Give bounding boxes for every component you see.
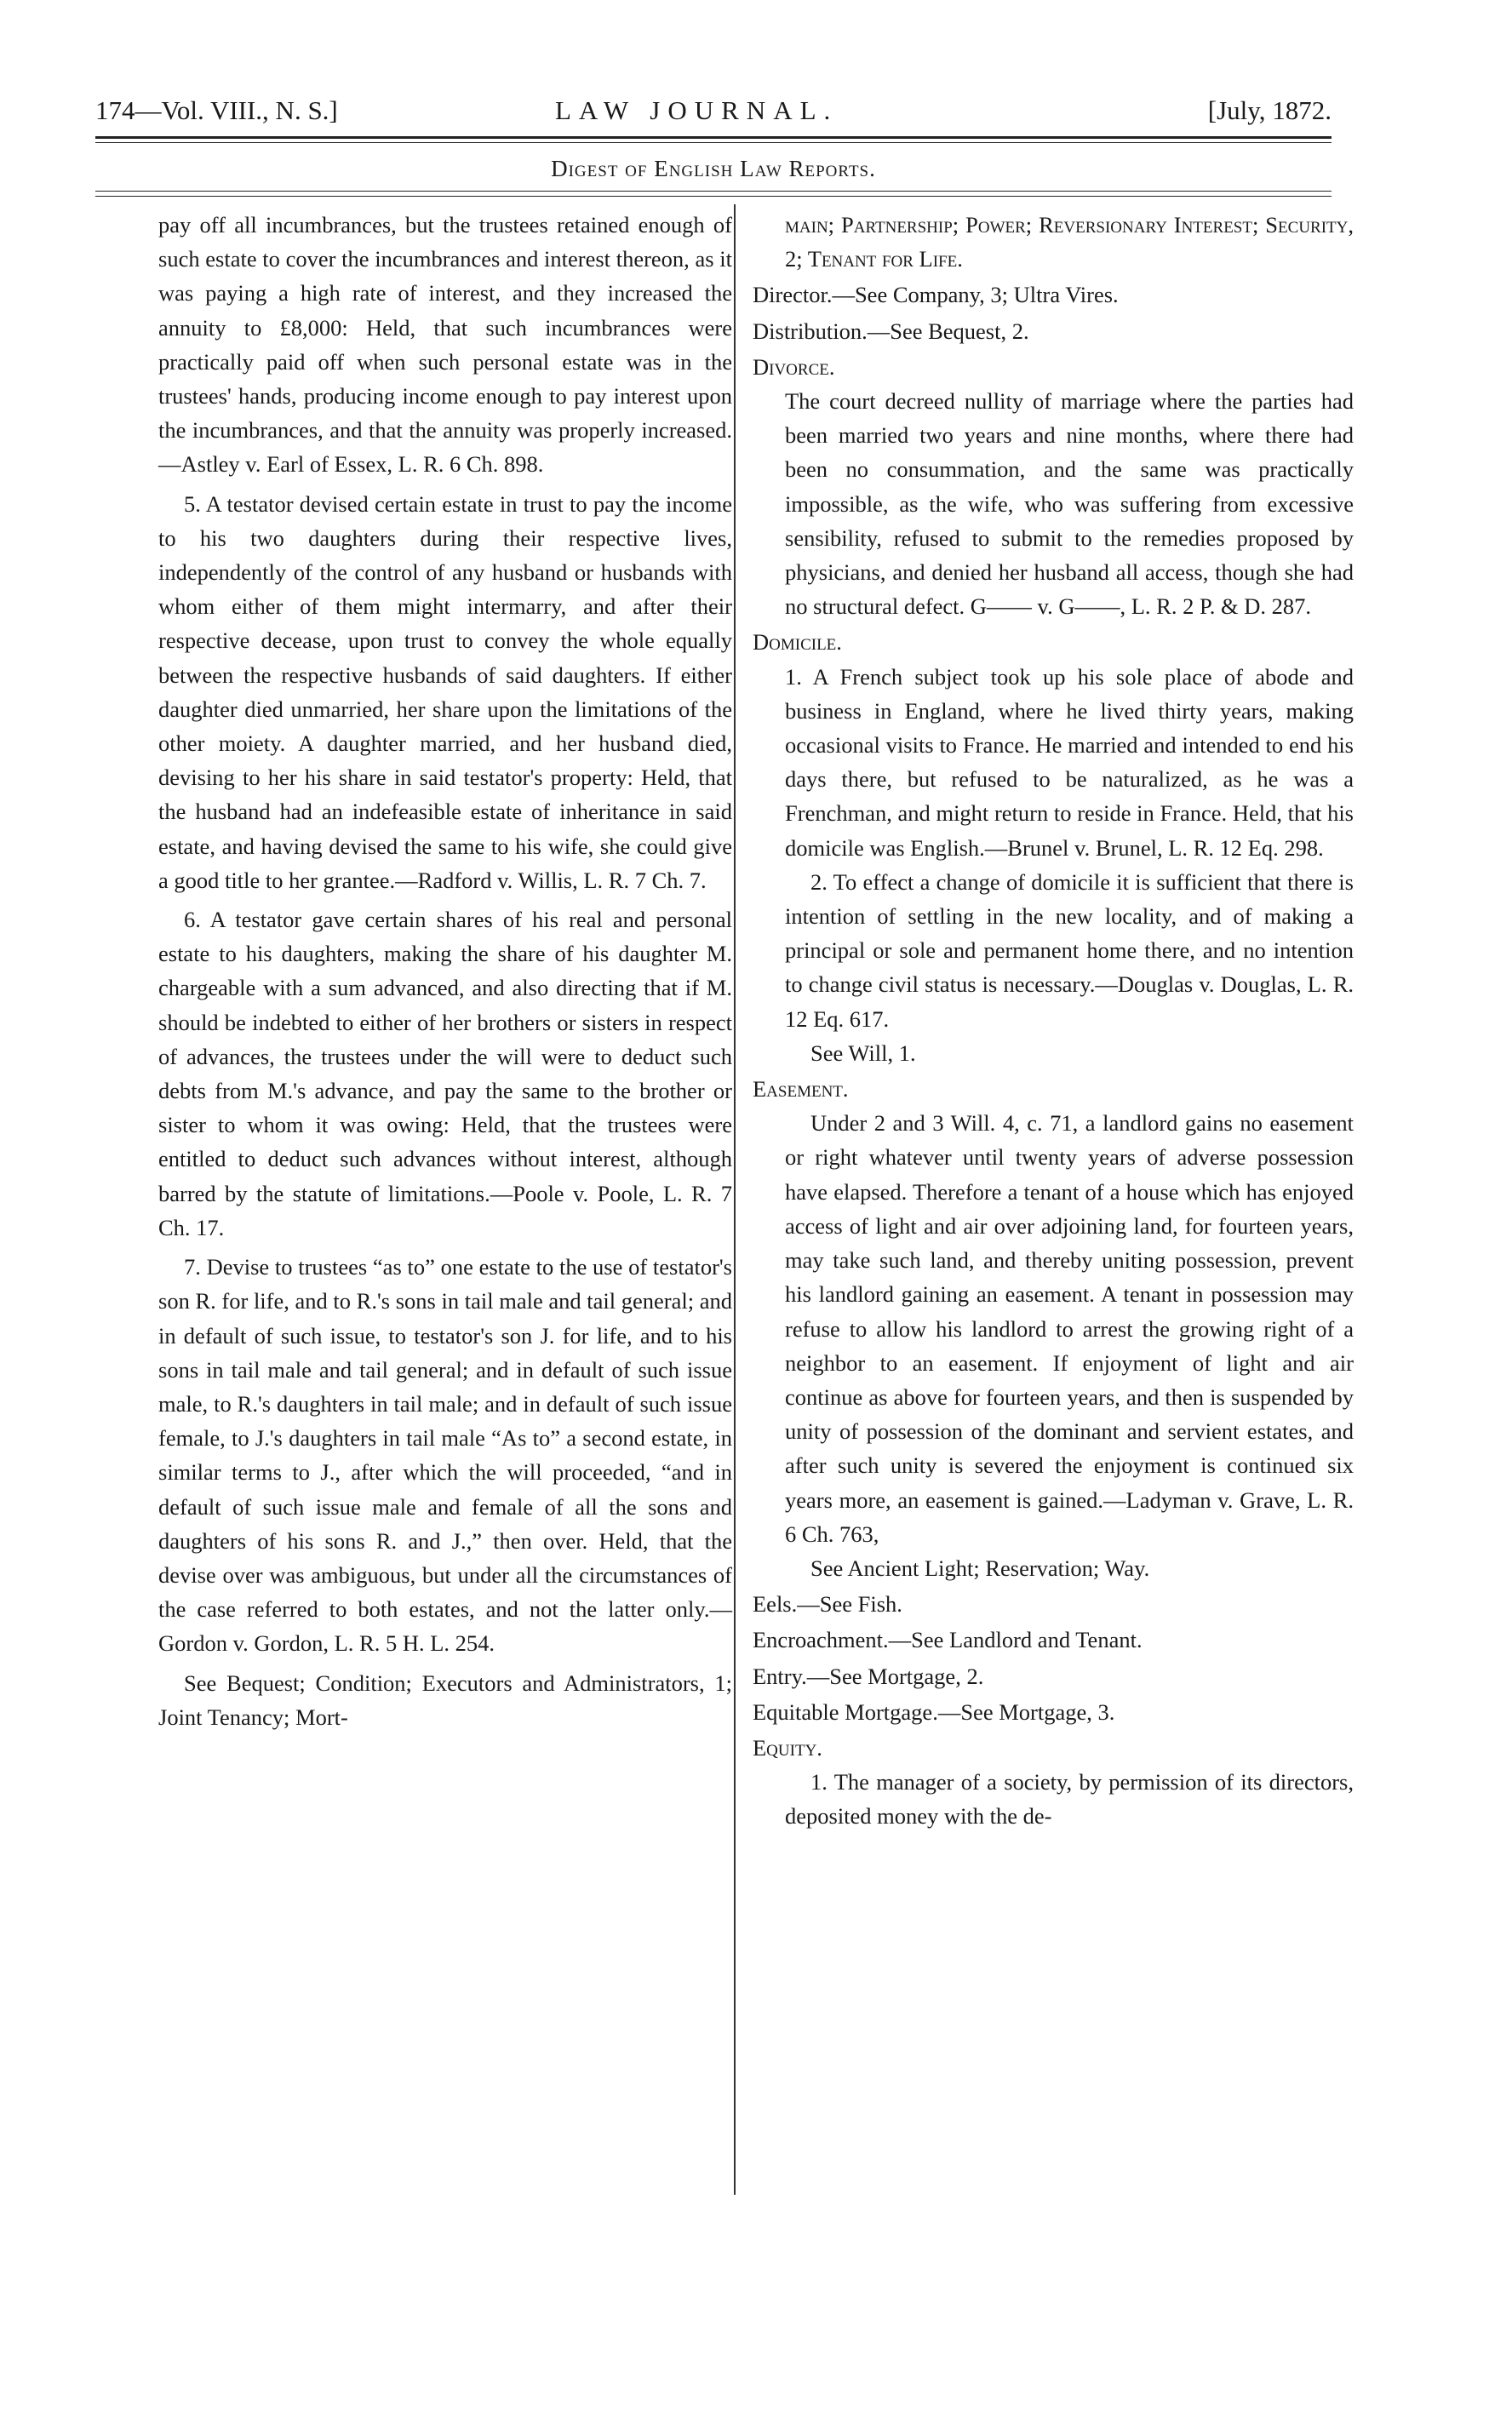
paragraph-7: 7. Devise to trustees “as to” one estate to the use of testator's son R. for life, and to R.'s sons in tail male and tail general; and in default of such issue, to testator's son J. for life, and to his sons in tail male and tail general; and in default of such issue male, to R.'s daughters in tail male; and in default of such issue female, to J.'s daughters in tail male “As to” a second estate, in similar terms to J., after which the will proceeded, “and in default of such issue male and female of all the sons and daughters of his sons R. and J.,” then over. Held, that the devise over was ambiguous, but under all the circumstances of the case referred to both estates, and not the latter only.—Gordon v. Gordon, L. R. 5 H. L. 254. <box>158 1254 732 1657</box>
entry-equitable-mortgage: Equitable Mortgage.—See Mortgage, 3. <box>753 1698 1115 1725</box>
page-number-volume: 174—Vol. VIII., N. S.] <box>95 95 338 125</box>
header-rule-thick <box>95 136 1332 139</box>
continued-paragraph: pay off all incumbrances, but the trustees retained enough of such estate to cover the incumbrances and interest thereon, as it was paying a high rate of interest, and they increased the annuity to £8,000: Held, that such incumbrances were practically paid off when such personal estate was in the trustees' hands, producing income enough to pay interest upon the incumbrances, and that the annuity was properly increased.—Astley v. Earl of Essex, L. R. 6 Ch. 898. <box>158 212 732 478</box>
domicile-paragraph-2: 2. To effect a change of domicile it is sufficient that there is intention of settling in the new locality, and of making a principal or sole and permanent home there, and no intention to change civil status is necessary.—Douglas v. Douglas, L. R. 12 Eq. 617. <box>785 868 1354 1032</box>
domicile-see-also: See Will, 1. <box>810 1039 916 1066</box>
section-rule-2 <box>95 196 1332 197</box>
easement-text: Under 2 and 3 Will. 4, c. 71, a landlord gains no easement or right whatever until twenty years of adverse possession have elapsed. Therefore a tenant of a house which has enjoyed access of light and air over adjoining land, for fourteen years, may take such land, and thereby uniting possession, prevent his landlord gaining an easement. A tenant in possession may refuse to allow his landlord to arrest the growing right of a neighbor to an easement. If enjoyment of light and air continue as above for fourteen years, and then is suspended by unity of possession of the dominant and servient estates, and after such unity is severed the enjoyment is continued six years more, an easement is gained.—Ladyman v. Grave, L. R. 6 Ch. 763, <box>785 1110 1354 1547</box>
section-rule-1 <box>95 191 1332 192</box>
issue-date: [July, 1872. <box>1207 95 1332 125</box>
entry-director: Director.—See Company, 3; Ultra Vires. <box>753 282 1119 308</box>
heading-equity: Equity. <box>753 1734 822 1761</box>
heading-domicile: Domicile. <box>753 629 842 656</box>
divorce-text: The court decreed nullity of marriage where the parties had been married two years and nine months, where there had been no consummation, and the same was practically impossible, as the wife, who was suffering from excessive sensibility, refused to submit to the remedies proposed by physicians, and denied her husband all access, though she had no structural defect. G—— v. G——, L. R. 2 P. & D. 287. <box>785 388 1354 620</box>
running-header <box>95 85 1332 136</box>
domicile-paragraph-1: 1. A French subject took up his sole place of abode and business in England, where he lived thirty years, making occasional visits to France. He married and intended to end his days there, but refused to be naturalized, as he was a Frenchman, and might return to reside in France. Held, that his domicile was English.—Brunel v. Brunel, L. R. 12 Eq. 298. <box>785 663 1354 861</box>
section-title: Digest of English Law Reports. <box>551 156 876 181</box>
entry-entry: Entry.—See Mortgage, 2. <box>753 1663 984 1689</box>
left-column <box>158 208 732 1734</box>
easement-see-also: See Ancient Light; Reservation; Way. <box>810 1555 1150 1581</box>
journal-title: LAW JOURNAL. <box>555 95 839 125</box>
column-divider <box>734 204 736 2195</box>
paragraph-6: 6. A testator gave certain shares of his real and personal estate to his daughters, making the share of his daughter M. chargeable with a sum advanced, and also directing that if M. should be indebted to either of her brothers or sisters in respect of advances, the trustees under the will were to deduct such debts from M.'s advance, and pay the same to the brother or sister to whom it was owing: Held, that the trustees were entitled to deduct such advances without interest, although barred by the statute of limitations.—Poole v. Poole, L. R. 7 Ch. 17. <box>158 907 732 1240</box>
see-also-references: See Bequest; Condition; Executors and Administrators, 1; Joint Tenancy; Mort- <box>158 1669 732 1730</box>
heading-divorce: Divorce. <box>753 353 835 380</box>
entry-distribution: Distribution.—See Bequest, 2. <box>753 318 1029 344</box>
heading-easement: Easement. <box>753 1076 849 1102</box>
entry-eels: Eels.—See Fish. <box>753 1591 902 1618</box>
right-column <box>753 208 1354 1834</box>
header-rule-thin <box>95 142 1332 143</box>
entry-encroachment: Encroachment.—See Landlord and Tenant. <box>753 1627 1143 1653</box>
paragraph-5: 5. A testator devised certain estate in trust to pay the income to his two daughters during their respective lives, independently of the control of any husband or husbands with whom either of them might intermarry, and after their respective decease, upon trust to convey the whole equally between the respective husbands of said daughters. If either daughter died unmarried, her share upon the limitations of the other moiety. A daughter married, and her husband died, devising to her his share in said testator's property: Held, that the husband had an indefeasible estate of inheritance in said estate, and having devised the same to his wife, she could give a good title to her grantee.—Radford v. Willis, L. R. 7 Ch. 7. <box>158 490 732 893</box>
equity-paragraph-1: 1. The manager of a society, by permission of its directors, deposited money with the de- <box>785 1769 1354 1830</box>
see-also-continued: main; Partnership; Power; Reversionary Interest; Security, 2; Tenant for Life. <box>785 212 1354 272</box>
